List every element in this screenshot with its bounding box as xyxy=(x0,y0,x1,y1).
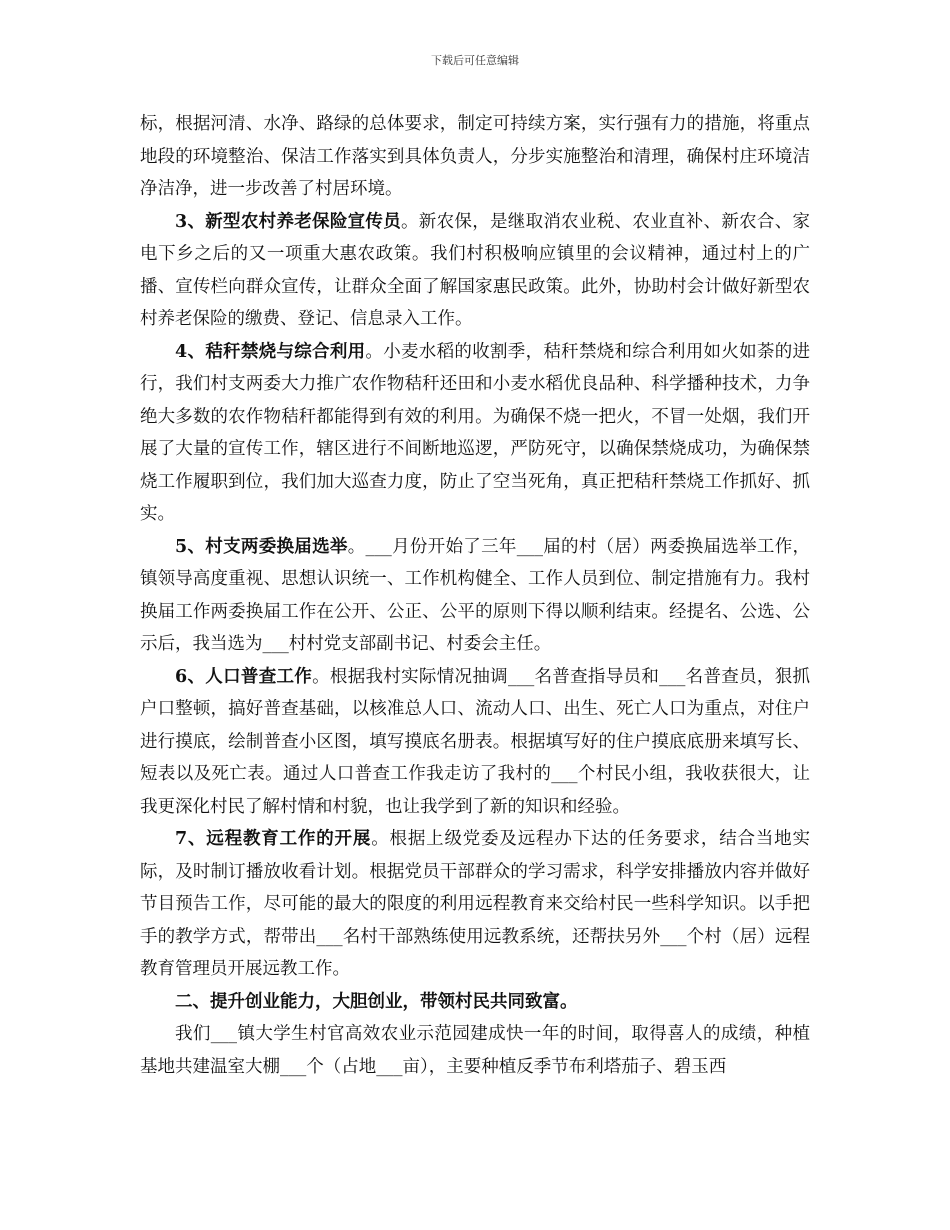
paragraph-straw xyxy=(140,336,810,531)
paragraph-entrepreneurship-heading xyxy=(140,986,810,1019)
paragraph-text: 。___月份开始了三年___届的村（居）两委换届选举工作，镇领导高度重视、思想认识统一、工作机构健全、工作人员到位、制定措施有力。我村换届工作两委换届工作在公开、公正、公平的原则下得以顺利结束。经提名、公选、公示后，我当选为___村村党支部副书记、村委会主任。 xyxy=(140,536,810,654)
page-header: 下载后可任意编辑 xyxy=(431,54,519,67)
paragraph-intro xyxy=(140,108,810,206)
paragraph-text: 。根据上级党委及远程办下达的任务要求，结合当地实际，及时制订播放收看计划。根据党员干部群众的学习需求，科学安排播放内容并做好节目预告工作，尽可能的最大的限度的利用远程教育来交给村民一些科学知识。以手把手的教学方式，帮带出___名村干部熟练使用远教系统，还帮扶另外___个村（居）远程教育管理员开展远教工作。 xyxy=(140,829,811,979)
paragraph-remote-education xyxy=(140,823,810,986)
section-heading: 3、新型农村养老保险宣传员 xyxy=(175,211,402,232)
paragraph-census xyxy=(140,661,810,824)
paragraph-text: 。根据我村实际情况抽调___名普查指导员和___名普查员，狠抓户口整顿，搞好普查基础，以核准总人口、流动人口、出生、死亡人口为重点，对住户进行摸底，绘制普查小区图，填写摸底名册表。根据填写好的住户摸底底册来填写长、短表以及死亡表。通过人口普查工作我走访了我村的___个村民小组，我收获很大，让我更深化村民了解村情和村貌，也让我学到了新的知识和经验。 xyxy=(140,666,810,817)
paragraph-election xyxy=(140,531,810,661)
section-heading: 4、秸秆禁烧与综合利用 xyxy=(175,341,366,362)
paragraph-text: 。新农保，是继取消农业税、农业直补、新农合、家电下乡之后的又一项重大惠农政策。我们村积极响应镇里的会议精神，通过村上的广播、宣传栏向群众宣传，让群众全面了解国家惠民政策。此外，协助村会计做好新型农村养老保险的缴费、登记、信息录入工作。 xyxy=(140,211,810,329)
paragraph-text: 我们___镇大学生村官高效农业示范园建成快一年的时间，取得喜人的成绩，种植基地共建温室大棚___个（占地___亩），主要种植反季节布利塔茄子、碧玉西 xyxy=(140,1024,810,1077)
section-heading: 5、村支两委换届选举 xyxy=(175,536,348,557)
section-heading: 二、提升创业能力，大胆创业，带领村民共同致富。 xyxy=(175,991,578,1012)
paragraph-text: 标，根据河清、水净、路绿的总体要求，制定可持续方案，实行强有力的措施，将重点地段的环境整治、保洁工作落实到具体负责人，分步实施整治和清理，确保村庄环境洁净洁净，进一步改善了村居环境。 xyxy=(140,114,810,199)
section-heading: 7、远程教育工作的开展 xyxy=(175,829,372,849)
paragraph-pension xyxy=(140,206,810,336)
document-body xyxy=(140,108,810,1083)
paragraph-demo-park xyxy=(140,1018,810,1083)
paragraph-text: 。小麦水稻的收割季，秸秆禁烧和综合利用如火如荼的进行，我们村支两委大力推广农作物秸秆还田和小麦水稻优良品种、科学播种技术，力争绝大多数的农作物秸秆都能得到有效的利用。为确保不烧一把火，不冒一处烟，我们开展了大量的宣传工作，辖区进行不间断地巡逻，严防死守，以确保禁烧成功，为确保禁烧工作履职到位，我们加大巡查力度，防止了空当死角，真正把秸秆禁烧工作抓好、抓实。 xyxy=(140,341,810,524)
section-heading: 6、人口普查工作 xyxy=(175,666,313,687)
